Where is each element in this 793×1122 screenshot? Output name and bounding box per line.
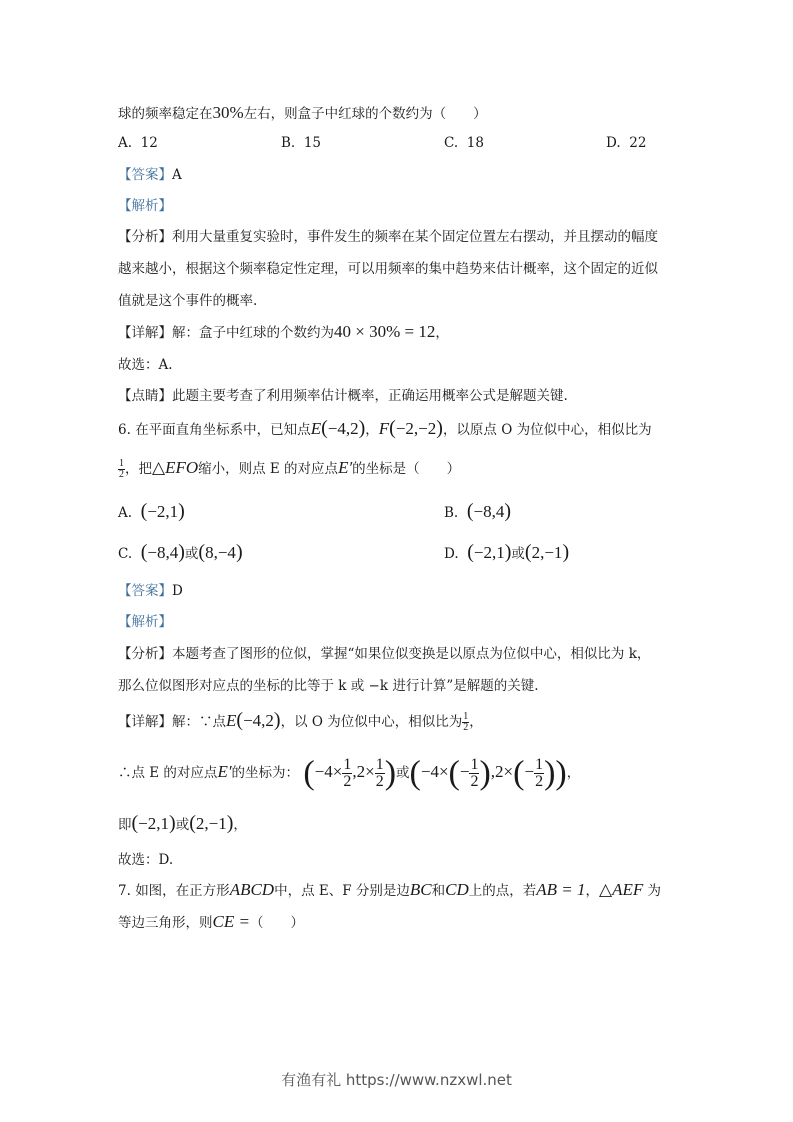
q5-fenxi-line-2: 越来越小，根据这个频率稳定性定理，可以用频率的集中趋势来估计概率，这个固定的近似: [118, 261, 658, 277]
q6-fenxi-line-1: 【分析】本题考查了图形的位似，掌握“如果位似变换是以原点为位似中心，相似比为 k，: [118, 646, 651, 662]
detail-label: 【详解】: [118, 714, 172, 730]
q5-fenxi-line-3: 值就是这个事件的概率.: [118, 293, 258, 309]
detail-label: 【详解】: [118, 325, 172, 341]
answer-value: A: [172, 167, 182, 183]
q6-option-a: A. (−2,1): [118, 500, 185, 522]
q5-percent: 30%: [212, 103, 244, 122]
q7-number: 7.: [118, 883, 131, 899]
q6-stem-line-2: $\frac{1}{2}$ ，把△EFO缩小，则点 E 的对应点E′的坐标是（ ）: [119, 458, 461, 480]
q6-number: 6.: [118, 422, 131, 438]
q6-detail-line-2: ∴点 E 的对应点E′的坐标为： (−4× $\frac{1}{2}$ ,2× $\frac{1}{2}$ )或(−4×(− $\frac{1}{2}$ ),2×(− $\frac{1}{2}$ ))，: [118, 754, 581, 792]
q5-choose: 故选：A.: [118, 357, 173, 373]
analysis-label: 【解析】: [118, 198, 172, 214]
q5-option-d: D. 22: [606, 135, 647, 151]
q6-detail-line-1: 【详解】解：∵点E(−4,2)，以 O 为位似中心，相似比为 $\frac{1}{2}$ ，: [118, 709, 483, 733]
q5-option-b: B. 15: [281, 135, 321, 151]
fenxi-label: 【分析】: [118, 229, 172, 245]
q5-stem-rest: 左右，则盒子中红球的个数约为（ ）: [243, 106, 487, 122]
q5-answer: [118, 165, 182, 185]
q6-answer: [118, 581, 183, 601]
footer-watermark: 有渔有礼 https://www.nzxwl.net: [281, 1071, 512, 1089]
fenxi-label: 【分析】: [118, 646, 172, 662]
q6-analysis-heading: [118, 612, 172, 632]
q5-option-a: A. 12: [118, 135, 158, 151]
q5-option-c: C. 18: [444, 135, 484, 151]
q6-detail-line-3: 即(−2,1)或(2,−1)，: [118, 812, 247, 834]
q6-fenxi-line-2: 那么位似图形对应点的坐标的比等于 k 或 −k 进行计算”是解题的关键.: [118, 678, 539, 694]
q6-option-d: D. (−2,1)或(2,−1): [444, 541, 570, 563]
q5-analysis-heading: [118, 196, 172, 216]
q5-comment: 【点睛】此题主要考查了利用频率估计概率，正确运用概率公式是解题关键.: [118, 388, 568, 404]
triangle-efo: △EFO: [152, 458, 199, 477]
q5-fenxi-line-1: 【分析】利用大量重复实验时，事件发生的频率在某个固定位置左右摆动，并且摆动的幅度: [118, 229, 658, 245]
q7-stem-line-1: 7. 如图，在正方形ABCD中，点 E、F 分别是边BC和CD上的点，若AB = 1，△AEF 为: [118, 880, 662, 899]
answer-label: 【答案】: [118, 583, 172, 599]
q6-stem-line-1: 6. 在平面直角坐标系中，已知点E(−4,2)，F(−2,−2)，以原点 O 为位似中心，相似比为: [118, 417, 652, 439]
fraction-one-half: $\frac{1}{2}$: [119, 458, 124, 480]
q6-choose: 故选：D.: [118, 852, 174, 868]
q5-detail-math: 40 × 30% = 12: [334, 322, 436, 341]
q6-option-b: B. (−8,4): [444, 500, 511, 522]
q7-stem-line-2: 等边三角形，则CE =（ ）: [118, 912, 304, 931]
answer-label: 【答案】: [118, 167, 172, 183]
comment-label: 【点睛】: [118, 388, 172, 404]
q5-detail: 【详解】解：盒子中红球的个数约为40 × 30% = 12，: [118, 322, 449, 341]
analysis-label: 【解析】: [118, 614, 172, 630]
q6-option-c: C. (−8,4)或(8,−4): [118, 541, 243, 563]
q5-stem: [118, 103, 487, 124]
answer-value: D: [172, 583, 183, 599]
q5-stem-text: 球的频率稳定在: [118, 106, 213, 122]
